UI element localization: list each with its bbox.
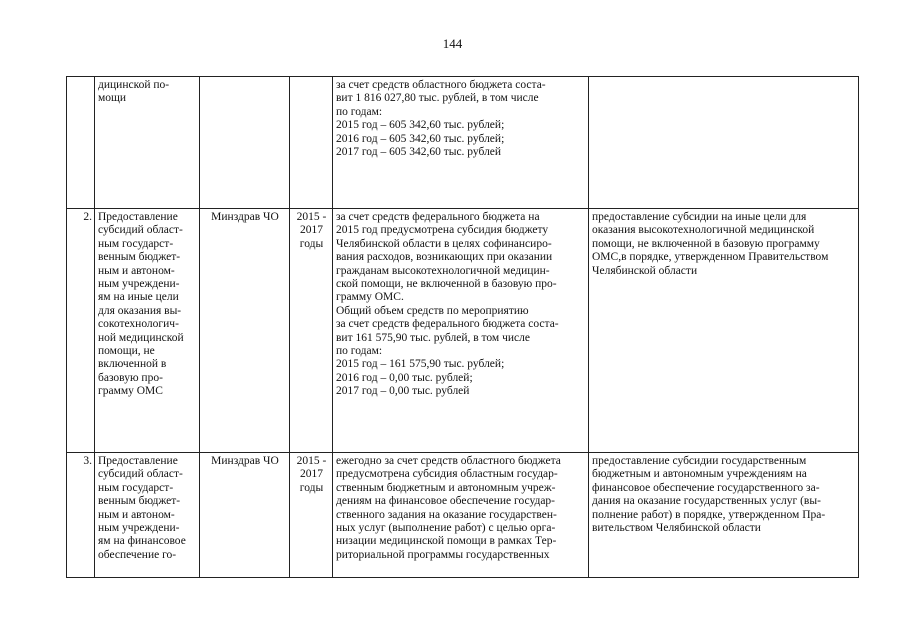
text-line: предусмотрена субсидия областным государ-: [336, 468, 558, 481]
text-line: ям на иные цели: [98, 291, 179, 304]
row-number-cell: 2.: [67, 209, 95, 453]
text-line: ным и автоном-: [98, 264, 175, 277]
measure-name-cell: [95, 453, 200, 578]
text-line: мощи: [98, 92, 127, 105]
text-line: Предоставление: [98, 455, 178, 467]
result-cell: [589, 453, 859, 578]
text-line: финансовое обеспечение государственного за-: [592, 481, 820, 494]
text-line: за счет средств областного бюджета соста-: [336, 79, 546, 91]
text-line: ных услуг (выполнение работ) с целью орга-: [336, 522, 556, 535]
period-cell: [290, 77, 333, 209]
row-number-cell: [67, 77, 95, 209]
text-line: дания на оказание государственных услуг (вы-: [592, 495, 821, 508]
text-line: 2015 год – 605 342,60 тыс. рублей;: [336, 119, 505, 132]
executor-cell: Минздрав ЧО: [200, 453, 290, 578]
text-line: ственным бюджетным и автономным учреж-: [336, 481, 556, 494]
text-line: субсидий област-: [98, 468, 183, 481]
text-line: предоставление субсидии на иные цели для: [592, 211, 807, 223]
row-number-cell: 3.: [67, 453, 95, 578]
text-line: ежегодно за счет средств областного бюджета: [336, 455, 561, 467]
text-line: 2015 год предусмотрена субсидия бюджету: [336, 224, 549, 237]
text-line: ОМС,в порядке, утвержденном Правительством: [592, 251, 829, 264]
text-line: субсидий област-: [98, 224, 183, 237]
text-line: ской помощи, не включенной в базовую про-: [336, 278, 557, 291]
text-line: Челябинской области в целях софинансиро-: [336, 237, 552, 250]
text-line: для оказания вы-: [98, 304, 182, 317]
text-line: годы: [299, 481, 324, 494]
text-line: 2015 -: [296, 211, 327, 223]
executor-cell: [200, 77, 290, 209]
text-line: предоставление субсидии государственным: [592, 455, 807, 467]
text-line: за счет средств федерального бюджета на: [336, 211, 540, 223]
text-line: за счет средств федерального бюджета соста-: [336, 318, 559, 331]
result-cell: [589, 209, 859, 453]
text-line: ям на финансовое: [98, 535, 186, 548]
funding-cell: [333, 209, 589, 453]
text-line: 2015 -: [296, 455, 327, 467]
text-line: венным бюджет-: [98, 251, 181, 264]
text-line: грамму ОМС: [98, 385, 163, 398]
text-line: Общий объем средств по мероприятию: [336, 304, 529, 317]
text-line: ным государст-: [98, 481, 174, 494]
text-line: бюджетным и автономным учреждениям на: [592, 468, 807, 481]
text-line: гражданам высокотехнологичной медицин-: [336, 264, 550, 277]
text-line: включенной в: [98, 358, 167, 371]
executor-cell: Минздрав ЧО: [200, 209, 290, 453]
text-line: Челябинской области: [592, 264, 698, 277]
text-line: обеспечение го-: [98, 548, 177, 561]
text-line: ным учреждени-: [98, 522, 180, 535]
table-row: [67, 77, 859, 209]
text-line: оказания высокотехнологичной медицинской: [592, 224, 815, 237]
text-line: вания расходов, возникающих при оказании: [336, 251, 553, 264]
text-line: базовую про-: [98, 371, 163, 384]
text-line: по годам:: [336, 345, 383, 358]
text-line: помощи, не: [98, 345, 155, 358]
text-line: грамму ОМС.: [336, 291, 404, 304]
text-line: 2017: [300, 468, 323, 481]
period-cell: [290, 453, 333, 578]
text-line: вит 1 816 027,80 тыс. рублей, в том числе: [336, 92, 539, 105]
result-cell: [589, 77, 859, 209]
period-cell: [290, 209, 333, 453]
page-number: 144: [442, 36, 463, 51]
text-line: Предоставление: [98, 211, 178, 223]
text-line: ственного задания на оказание государствен-: [336, 508, 557, 521]
text-line: дениям на финансовое обеспечение государ-: [336, 495, 556, 508]
text-line: 2017: [300, 224, 323, 237]
text-line: 2017 год – 0,00 тыс. рублей: [336, 385, 470, 398]
program-measures-table: [66, 76, 859, 578]
text-line: вит 161 575,90 тыс. рублей, в том числе: [336, 331, 530, 344]
text-line: ным государст-: [98, 237, 174, 250]
measure-name-cell: [95, 209, 200, 453]
text-line: помощи, не включенной в базовую программу: [592, 237, 820, 250]
text-line: риториальной программы государственных: [336, 548, 550, 561]
text-line: полнение работ) в порядке, утвержденном Пра-: [592, 508, 826, 521]
funding-cell: [333, 77, 589, 209]
text-line: низации медицинской помощи в рамках Тер-: [336, 535, 557, 548]
text-line: ной медицинской: [98, 331, 184, 344]
text-line: годы: [299, 237, 324, 250]
text-line: ным учреждени-: [98, 278, 180, 291]
text-line: сокотехнологич-: [98, 318, 179, 331]
text-line: 2016 год – 605 342,60 тыс. рублей;: [336, 132, 505, 145]
text-line: 2016 год – 0,00 тыс. рублей;: [336, 371, 473, 384]
text-line: по годам:: [336, 105, 383, 118]
text-line: вительством Челябинской области: [592, 522, 761, 535]
table-row: [67, 453, 859, 578]
funding-cell: [333, 453, 589, 578]
text-line: 2017 год – 605 342,60 тыс. рублей: [336, 146, 502, 159]
text-line: венным бюджет-: [98, 495, 181, 508]
text-line: ным и автоном-: [98, 508, 175, 521]
measure-name-cell: [95, 77, 200, 209]
text-line: 2015 год – 161 575,90 тыс. рублей;: [336, 358, 505, 371]
table-row: [67, 209, 859, 453]
text-line: дицинской по-: [98, 79, 170, 91]
